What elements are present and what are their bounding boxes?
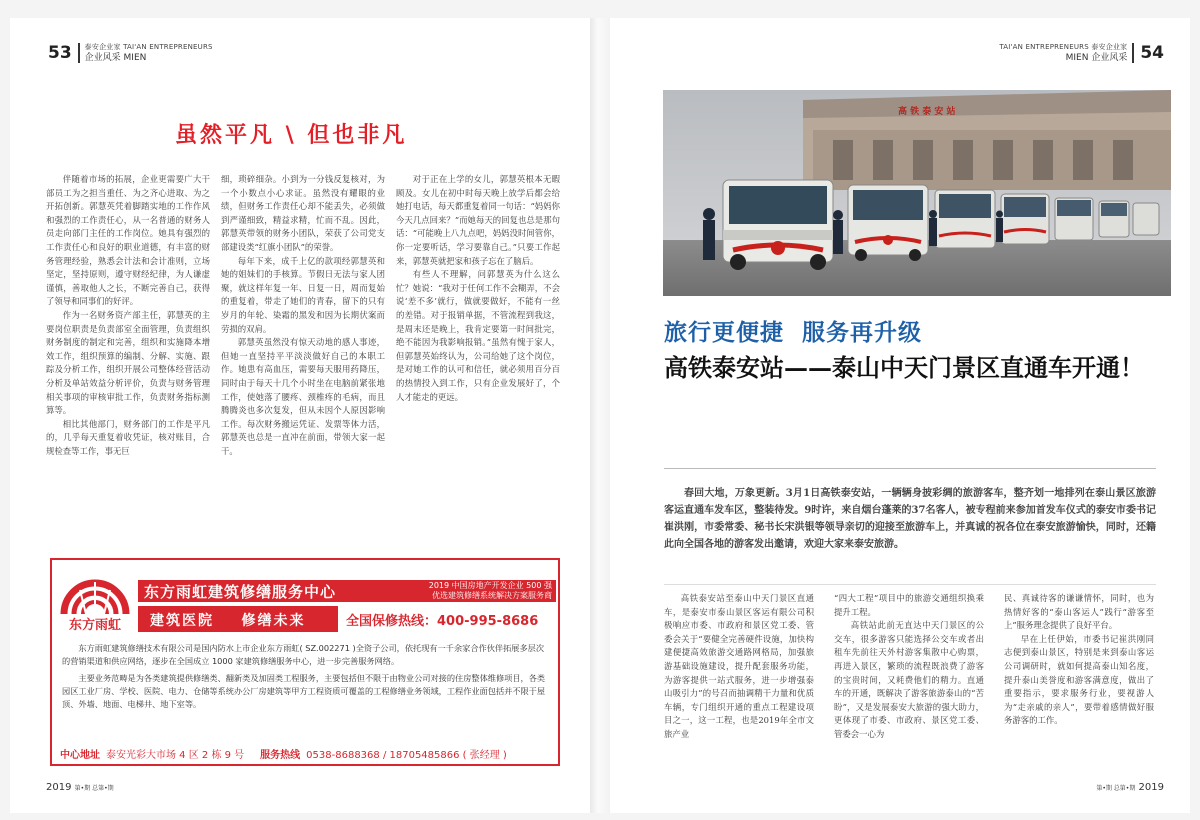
paragraph: 高铁站此前无直达中天门景区的公交车，很多游客只能选择公交车或者出租车先前往天外村游客集散中心购票，再进入景区，繁琐的流程既浪费了游客的宝贵时间，又耗费他们的精力。直通车的开通，既解决了游客旅游泰山的“苦盼”，又是发展泰安大旅游的强大助力，更体现了市委、市政府、景区党工委、管委会一心为 bbox=[834, 620, 984, 739]
ad-hotline: 全国保修热线：400-995-8686 bbox=[346, 614, 539, 629]
right-headline-blue: 旅行更便捷 服务再升级 bbox=[664, 320, 923, 346]
divider bbox=[664, 468, 1156, 469]
paragraph: 春回大地，万象更新。3月1日高铁泰安站，一辆辆身披彩绸的旅游客车，整齐划一地排列在泰山景区旅游客运直通车发车区，整装待发。9时许，来自烟台蓬莱的37名客人，被专程前来参加首发车仪式的泰安市委书记崔洪刚，市委常委、秘书长宋洪银等领导亲切的迎接至旅游车上，并真诚的祝各位在泰安旅游愉快，同时，还籍此向全国各地的游客发出邀请，欢迎大家来泰安旅游。 bbox=[664, 488, 1156, 550]
paragraph: 早在上任伊始，市委书记崔洪刚同志便到泰山景区，特别是来到泰山客运公司调研时，就如何提高泰山知名度，提升泰山美誉度和游客满意度，做出了重要指示，要求服务行业，要视游人为“走亲戚的亲人”，要带着感情做好服务游客的工作。 bbox=[1004, 633, 1154, 726]
ad-body bbox=[62, 642, 548, 715]
paragraph: 民、真诚待客的谦谦情怀，同时，也为热情好客的“泰山客运人”践行“游客至上”服务理念提供了良好平台。 bbox=[1004, 593, 1154, 631]
right-page-header bbox=[999, 40, 1164, 66]
page-gutter bbox=[590, 18, 610, 813]
paragraph: 有些人不理解，问郭慧英为什么这么忙？她说：“我对于任何工作不会糊弄，不会说‘差不多’就行，做就要做好，不能有一丝的差错。对于报销单据，不管流程到我这，是周末还是晚上，我肯定要第一时间批完，绝不能因为我影响报销。”虽然有愧于家人，但郭慧英始终认为，公司给她了这个岗位，是对她工作的认可和信任，就必须用百分百的热情投入到工作，只有企业发展好了，个人才能走的更远。 bbox=[396, 269, 560, 402]
left-article-column-3 bbox=[396, 173, 560, 533]
divider bbox=[664, 584, 1156, 585]
ad-name-band bbox=[138, 580, 556, 602]
advertisement bbox=[50, 558, 560, 766]
footer-year: 2019 bbox=[1138, 782, 1164, 793]
ad-company-name: 东方雨虹建筑修缮服务中心 bbox=[144, 583, 337, 601]
paragraph: 相比其他部门，财务部门的工作是平凡的，几乎每天重复着收凭证，核对账目，合规检查等工作，事无巨 bbox=[46, 418, 210, 456]
footer-year: 2019 bbox=[46, 782, 72, 793]
left-header-section: 企业风采 MIEN bbox=[84, 53, 147, 63]
right-article-column-2 bbox=[834, 592, 984, 772]
paragraph: 作为一名财务资产部主任，郭慧英的主要岗位职责是负责部室全面管理，负责组织财务制度的制定和完善，组织和实施降本增效工作，组织预算的编制、分解、实施、跟踪及分析工作，组织开展公司整体经营活动分析及单站效益分析评价，负责与财务管理相关事项的审核审批工作，负责财务指标测算等。 bbox=[46, 309, 210, 416]
ad-paragraph: 主要业务范畴是为各类建筑提供修缮类、翻新类及加固类工程服务，主要包括但不限于由物业公司对接的住房整体维修项目，各类园区工业厂房、学校、医院、电力、仓储等系统办公厂房建筑等甲方工程资质可覆盖的工程修缮业务领域，工程作业面包括并不限于屋顶、外墙、地面、电梯井、地下室等。 bbox=[62, 673, 546, 709]
footer-issue: 第•期 总第•期 bbox=[1096, 785, 1136, 792]
ad-address-label: 中心地址 bbox=[60, 749, 100, 761]
paragraph: 对于正在上学的女儿，郭慧英根本无暇顾及。女儿在初中时每天晚上放学后都会给她打电话，每天都重复着同一句话：“妈妈你今天几点回来？”而她每天的回复也总是那句话：“可能晚上八九点吧，妈妈没时间管你，你一定要听话，学习要靠自己。”只要工作起来，郭慧英就把家和孩子忘在了脑后。 bbox=[396, 174, 560, 266]
ad-subtitle-line-1: 2019 中国房地产开发企业 500 强 bbox=[428, 581, 552, 590]
left-page bbox=[10, 18, 590, 813]
ad-slogan-band bbox=[138, 606, 338, 632]
ad-slogan: 建筑医院 修缮未来 bbox=[150, 613, 306, 629]
left-header-masthead: 泰安企业家 TAI'AN ENTREPRENEURS bbox=[84, 43, 213, 51]
station-sign: 高 铁 泰 安 站 bbox=[898, 107, 956, 117]
left-article-title: 虽然平凡 \ 但也非凡 bbox=[175, 123, 408, 148]
right-footer bbox=[1096, 782, 1164, 793]
ad-contact bbox=[52, 742, 558, 764]
left-page-header bbox=[48, 40, 213, 66]
right-page bbox=[610, 18, 1190, 813]
footer-issue: 第•期 总第•期 bbox=[74, 785, 114, 792]
ad-phone: 0538-8688368 / 18705485866 ( 张经理 ) bbox=[306, 749, 507, 761]
ad-address: 泰安光彩大市场 4 区 2 栋 9 号 bbox=[106, 749, 245, 761]
ad-logo-text: 东方雨虹 bbox=[68, 618, 121, 633]
paragraph: 郭慧英虽然没有惊天动地的感人事迹，但她一直坚持平平淡淡做好自己的本职工作。她患有高血压，需要每天服用药降压，同时由于每天十几个小时坐在电脑前紧张地工作，使她落了腰疼、颈椎疼的毛病，而且腾腾炎也多次复发，但从未因个人原因影响工作。每次财务搬运凭证、发票等体力活，郭慧英也总是一直冲在前面，带领大家一起干。 bbox=[221, 337, 385, 456]
ad-phone-label: 服务热线 bbox=[260, 749, 301, 761]
paragraph: 伴随着市场的拓展，企业更需要广大干部员工为之担当重任、为之齐心进取、为之开拓创新。郭慧英凭着脚踏实地的工作作风和强烈的工作责任心，从一名普通的财务人员走向部门主任的工作岗位。她具有强烈的工作责任心和良好的职业道德，有丰富的财务管理经验，熟悉会计法和会计准则，立场坚定，坚持原则，遵守财经纪律，为人谦虚谨慎，善取他人之长，不断完善自己，获得了领导和同事们的好评。 bbox=[46, 174, 210, 307]
right-headline: 高铁泰安站——泰山中天门景区直通车开通！ bbox=[664, 353, 1144, 382]
bus-photo bbox=[663, 90, 1171, 296]
right-article-column-3 bbox=[1004, 592, 1154, 772]
left-footer bbox=[46, 782, 114, 793]
right-header-masthead: TAI'AN ENTREPRENEURS 泰安企业家 bbox=[999, 43, 1128, 51]
ad-subtitle bbox=[429, 581, 552, 601]
ad-paragraph: 东方雨虹建筑修缮技术有限公司是国内防水上市企业东方雨虹( SZ.002271 )全资子公司，依托现有一千余家合作伙伴拓展多层次的营销渠道和供应网络，逐步在全国成立 1000 家建筑修缮服务中心，进一步完善服务网络。 bbox=[62, 643, 545, 666]
left-article-column-2 bbox=[221, 173, 385, 533]
paragraph: 每年下来，成千上亿的款项经郭慧英和她的姐妹们的手核算。节假日无法与家人团聚，就这样年复一年、日复一日，周而复始的重复着，带走了她们的青春，留下的只有岁月的年轮、染霜的黑发和因为长期伏案而劳损的双肩。 bbox=[221, 255, 385, 334]
left-page-number: 53 bbox=[48, 43, 80, 63]
right-page-number: 54 bbox=[1132, 43, 1164, 63]
ad-subtitle-line-2: 优选建筑修缮系统解决方案服务商 bbox=[432, 591, 552, 600]
right-header-section: MIEN 企业风采 bbox=[1065, 53, 1128, 63]
paragraph: “四大工程”项目中的旅游交通组织换乘提升工程。 bbox=[834, 593, 984, 617]
paragraph: 细，琐碎细杂。小到为一分钱反复核对，为一个小数点小心求证。虽然没有耀眼的业绩，但财务工作责任心却不能丢失，必须做到严谨细致，精益求精，忙而不乱。因此，郭慧英带领的财务小团队，荣获了公司党支部建设类“红旗小团队”的荣誉。 bbox=[221, 174, 385, 252]
right-article-column-1 bbox=[664, 592, 814, 772]
paragraph: 高铁泰安站至泰山中天门景区直通车，是泰安市泰山景区客运有限公司积极响应市委、市政府和景区党工委、管委会关于“要健全完善硬件设施，加快构建便捷高效旅游交通路网格局，加强旅游基础设施建设，提升配套服务功能，为游客提供一站式服务，进一步增强泰山吸引力”的号召而抽调精干力量和优质车辆，专门组织开通的重点工程建设项目之一，这一工程，也是2019年全市文旅产业 bbox=[664, 593, 814, 739]
left-article-column-1 bbox=[46, 173, 210, 533]
right-lead-paragraph bbox=[664, 485, 1156, 553]
station-buses-image bbox=[663, 90, 1171, 296]
